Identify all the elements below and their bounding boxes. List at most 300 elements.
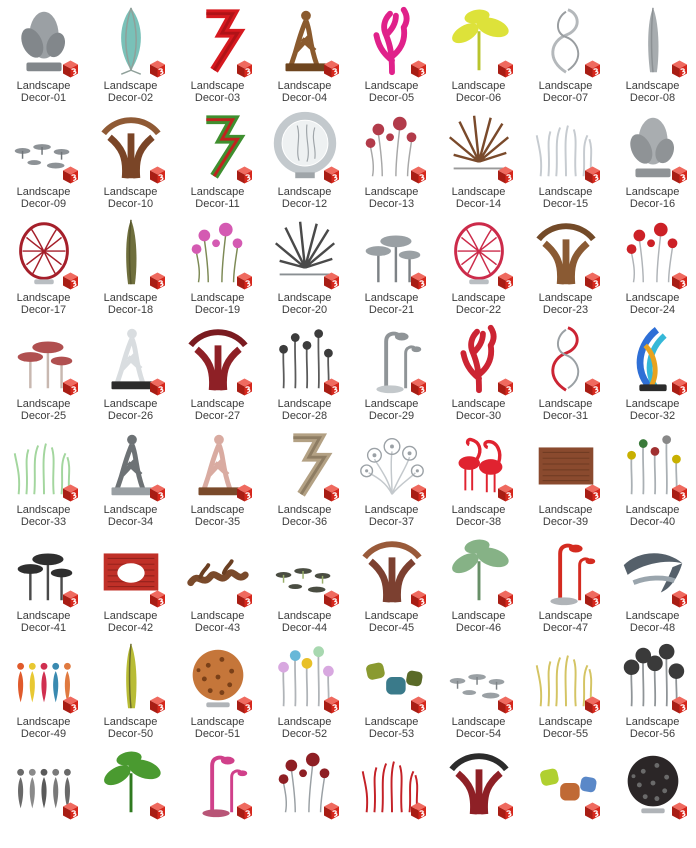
sketchup-badge-icon bbox=[60, 59, 81, 79]
sketchup-badge-icon bbox=[234, 59, 255, 79]
file-item[interactable] bbox=[0, 318, 87, 424]
file-label-line1: Landscape bbox=[451, 398, 506, 410]
model-thumbnail bbox=[348, 106, 435, 186]
model-thumbnail bbox=[87, 636, 174, 716]
file-item[interactable] bbox=[435, 742, 522, 848]
file-item[interactable] bbox=[348, 742, 435, 848]
file-label bbox=[87, 505, 174, 528]
sketchup-badge-icon bbox=[408, 59, 429, 79]
file-item[interactable] bbox=[435, 106, 522, 212]
model-thumbnail bbox=[435, 0, 522, 80]
file-label-line2: Decor-25 bbox=[20, 409, 67, 422]
file-label bbox=[348, 717, 435, 740]
file-label-line2: Decor-10 bbox=[107, 197, 154, 210]
file-label-line1: Landscape bbox=[16, 186, 71, 198]
file-label bbox=[435, 293, 522, 316]
file-label bbox=[174, 187, 261, 210]
file-item[interactable] bbox=[348, 212, 435, 318]
file-label bbox=[261, 81, 348, 104]
sketchup-badge-icon bbox=[321, 589, 342, 609]
file-label bbox=[348, 505, 435, 528]
file-label-line1: Landscape bbox=[103, 398, 158, 410]
file-label-line2: Decor-50 bbox=[107, 727, 154, 740]
model-thumbnail bbox=[87, 424, 174, 504]
file-label bbox=[435, 717, 522, 740]
file-label-line2: Decor-21 bbox=[368, 303, 415, 316]
sketchup-badge-icon bbox=[60, 377, 81, 397]
sketchup-badge-icon bbox=[60, 801, 81, 821]
file-label-line2: Decor-53 bbox=[368, 727, 415, 740]
model-thumbnail bbox=[87, 106, 174, 186]
sketchup-badge-icon bbox=[669, 801, 690, 821]
sketchup-badge-icon bbox=[495, 377, 516, 397]
file-label-line2: Decor-43 bbox=[194, 621, 241, 634]
file-item[interactable] bbox=[87, 212, 174, 318]
model-thumbnail bbox=[0, 424, 87, 504]
file-label-line2: Decor-32 bbox=[629, 409, 676, 422]
model-thumbnail bbox=[174, 636, 261, 716]
file-label bbox=[609, 399, 696, 422]
file-item[interactable] bbox=[174, 742, 261, 848]
file-label-line2: Decor-39 bbox=[542, 515, 589, 528]
file-label bbox=[435, 505, 522, 528]
model-thumbnail bbox=[174, 318, 261, 398]
model-thumbnail bbox=[261, 212, 348, 292]
model-thumbnail bbox=[87, 0, 174, 80]
model-thumbnail bbox=[87, 212, 174, 292]
file-label-line2: Decor-03 bbox=[194, 91, 241, 104]
file-label bbox=[522, 717, 609, 740]
file-item[interactable] bbox=[435, 530, 522, 636]
file-label bbox=[0, 187, 87, 210]
file-label-line2: Decor-29 bbox=[368, 409, 415, 422]
file-label-line1: Landscape bbox=[538, 504, 593, 516]
model-thumbnail bbox=[261, 424, 348, 504]
file-label-line2: Decor-19 bbox=[194, 303, 241, 316]
sketchup-badge-icon bbox=[669, 377, 690, 397]
sketchup-badge-icon bbox=[60, 165, 81, 185]
file-item[interactable] bbox=[609, 636, 696, 742]
file-label bbox=[0, 293, 87, 316]
file-label bbox=[87, 399, 174, 422]
file-label-line1: Landscape bbox=[277, 80, 332, 92]
file-label bbox=[348, 81, 435, 104]
file-label-line1: Landscape bbox=[190, 292, 245, 304]
file-item[interactable] bbox=[87, 636, 174, 742]
sketchup-badge-icon bbox=[234, 483, 255, 503]
file-item[interactable] bbox=[522, 318, 609, 424]
file-item[interactable] bbox=[609, 212, 696, 318]
file-label-line2: Decor-07 bbox=[542, 91, 589, 104]
sketchup-badge-icon bbox=[582, 377, 603, 397]
sketchup-badge-icon bbox=[669, 271, 690, 291]
model-thumbnail bbox=[348, 636, 435, 716]
file-label-line1: Landscape bbox=[625, 80, 680, 92]
model-thumbnail bbox=[174, 530, 261, 610]
sketchup-badge-icon bbox=[582, 695, 603, 715]
model-thumbnail bbox=[261, 530, 348, 610]
file-label-line1: Landscape bbox=[451, 504, 506, 516]
file-label-line1: Landscape bbox=[277, 292, 332, 304]
file-label bbox=[261, 611, 348, 634]
model-thumbnail bbox=[87, 318, 174, 398]
file-label bbox=[522, 611, 609, 634]
file-item[interactable] bbox=[609, 424, 696, 530]
file-label bbox=[87, 611, 174, 634]
sketchup-badge-icon bbox=[582, 483, 603, 503]
file-label-line2: Decor-05 bbox=[368, 91, 415, 104]
file-label bbox=[609, 505, 696, 528]
sketchup-badge-icon bbox=[234, 695, 255, 715]
file-item[interactable] bbox=[0, 742, 87, 848]
file-label-line2: Decor-04 bbox=[281, 91, 328, 104]
sketchup-badge-icon bbox=[582, 801, 603, 821]
model-thumbnail bbox=[87, 742, 174, 822]
file-item[interactable] bbox=[87, 530, 174, 636]
file-label-line1: Landscape bbox=[364, 80, 419, 92]
file-label bbox=[0, 717, 87, 740]
file-item[interactable] bbox=[522, 0, 609, 106]
file-item[interactable] bbox=[261, 742, 348, 848]
model-thumbnail bbox=[174, 0, 261, 80]
file-item[interactable] bbox=[261, 212, 348, 318]
model-thumbnail bbox=[348, 0, 435, 80]
file-label-line1: Landscape bbox=[364, 504, 419, 516]
file-item[interactable] bbox=[261, 636, 348, 742]
model-thumbnail bbox=[174, 106, 261, 186]
sketchup-badge-icon bbox=[495, 695, 516, 715]
model-thumbnail bbox=[522, 212, 609, 292]
file-item[interactable] bbox=[348, 318, 435, 424]
model-thumbnail bbox=[522, 318, 609, 398]
file-label-line2: Decor-51 bbox=[194, 727, 241, 740]
file-item[interactable] bbox=[435, 636, 522, 742]
file-item[interactable] bbox=[348, 636, 435, 742]
file-label-line2: Decor-49 bbox=[20, 727, 67, 740]
sketchup-badge-icon bbox=[408, 483, 429, 503]
file-item[interactable] bbox=[87, 318, 174, 424]
sketchup-badge-icon bbox=[234, 165, 255, 185]
file-label-line2: Decor-17 bbox=[20, 303, 67, 316]
sketchup-badge-icon bbox=[495, 483, 516, 503]
file-item[interactable] bbox=[0, 212, 87, 318]
model-thumbnail bbox=[0, 0, 87, 80]
file-item[interactable] bbox=[261, 530, 348, 636]
sketchup-badge-icon bbox=[408, 271, 429, 291]
file-label bbox=[435, 81, 522, 104]
file-label-line2: Decor-54 bbox=[455, 727, 502, 740]
file-item[interactable] bbox=[435, 0, 522, 106]
file-label-line2: Decor-28 bbox=[281, 409, 328, 422]
sketchup-badge-icon bbox=[582, 59, 603, 79]
file-label-line2: Decor-38 bbox=[455, 515, 502, 528]
file-item[interactable] bbox=[261, 0, 348, 106]
file-item[interactable] bbox=[261, 424, 348, 530]
file-item[interactable] bbox=[87, 424, 174, 530]
model-thumbnail bbox=[348, 530, 435, 610]
file-label-line2: Decor-13 bbox=[368, 197, 415, 210]
file-item[interactable] bbox=[522, 106, 609, 212]
model-thumbnail bbox=[435, 212, 522, 292]
file-label-line2: Decor-37 bbox=[368, 515, 415, 528]
file-label-line2: Decor-20 bbox=[281, 303, 328, 316]
file-label-line2: Decor-35 bbox=[194, 515, 241, 528]
file-item[interactable] bbox=[87, 0, 174, 106]
file-item[interactable] bbox=[174, 530, 261, 636]
sketchup-badge-icon bbox=[147, 801, 168, 821]
model-thumbnail bbox=[0, 318, 87, 398]
model-thumbnail bbox=[435, 318, 522, 398]
file-label-line2: Decor-14 bbox=[455, 197, 502, 210]
file-label-line1: Landscape bbox=[538, 610, 593, 622]
file-label bbox=[522, 505, 609, 528]
model-thumbnail bbox=[174, 212, 261, 292]
file-label-line2: Decor-34 bbox=[107, 515, 154, 528]
model-thumbnail bbox=[609, 636, 696, 716]
file-label-line2: Decor-31 bbox=[542, 409, 589, 422]
model-thumbnail bbox=[435, 636, 522, 716]
file-label-line1: Landscape bbox=[103, 186, 158, 198]
sketchup-badge-icon bbox=[234, 271, 255, 291]
file-label-line2: Decor-02 bbox=[107, 91, 154, 104]
model-thumbnail bbox=[522, 0, 609, 80]
file-label bbox=[261, 187, 348, 210]
file-label-line1: Landscape bbox=[190, 186, 245, 198]
sketchup-badge-icon bbox=[495, 801, 516, 821]
file-label-line1: Landscape bbox=[364, 610, 419, 622]
file-label-line2: Decor-47 bbox=[542, 621, 589, 634]
file-label-line1: Landscape bbox=[364, 186, 419, 198]
sketchup-badge-icon bbox=[147, 271, 168, 291]
model-thumbnail bbox=[261, 106, 348, 186]
file-item[interactable] bbox=[609, 106, 696, 212]
file-label-line1: Landscape bbox=[190, 504, 245, 516]
sketchup-badge-icon bbox=[495, 271, 516, 291]
file-label-line1: Landscape bbox=[625, 292, 680, 304]
file-label-line1: Landscape bbox=[451, 292, 506, 304]
file-label-line1: Landscape bbox=[103, 80, 158, 92]
file-label-line2: Decor-44 bbox=[281, 621, 328, 634]
file-item[interactable] bbox=[261, 106, 348, 212]
model-thumbnail bbox=[348, 212, 435, 292]
file-label-line1: Landscape bbox=[277, 398, 332, 410]
file-label-line2: Decor-33 bbox=[20, 515, 67, 528]
file-label-line1: Landscape bbox=[538, 186, 593, 198]
sketchup-badge-icon bbox=[234, 589, 255, 609]
file-item[interactable] bbox=[348, 106, 435, 212]
file-label-line2: Decor-01 bbox=[20, 91, 67, 104]
file-item[interactable] bbox=[0, 106, 87, 212]
file-label-line2: Decor-27 bbox=[194, 409, 241, 422]
sketchup-badge-icon bbox=[147, 589, 168, 609]
file-item[interactable] bbox=[609, 742, 696, 848]
model-thumbnail bbox=[435, 106, 522, 186]
file-label-line1: Landscape bbox=[16, 504, 71, 516]
file-item[interactable] bbox=[174, 424, 261, 530]
file-item[interactable] bbox=[174, 106, 261, 212]
file-label bbox=[348, 611, 435, 634]
file-item[interactable] bbox=[348, 0, 435, 106]
file-label-line2: Decor-26 bbox=[107, 409, 154, 422]
sketchup-badge-icon bbox=[321, 377, 342, 397]
file-item[interactable] bbox=[609, 530, 696, 636]
sketchup-badge-icon bbox=[495, 589, 516, 609]
file-label-line1: Landscape bbox=[625, 504, 680, 516]
file-label-line1: Landscape bbox=[277, 504, 332, 516]
sketchup-badge-icon bbox=[495, 165, 516, 185]
model-thumbnail bbox=[261, 0, 348, 80]
file-label-line2: Decor-09 bbox=[20, 197, 67, 210]
model-thumbnail bbox=[609, 106, 696, 186]
model-thumbnail bbox=[609, 0, 696, 80]
file-label-line1: Landscape bbox=[103, 292, 158, 304]
file-label bbox=[174, 399, 261, 422]
file-label-line1: Landscape bbox=[625, 610, 680, 622]
file-label-line1: Landscape bbox=[16, 80, 71, 92]
file-label bbox=[87, 187, 174, 210]
model-thumbnail bbox=[609, 530, 696, 610]
file-label-line1: Landscape bbox=[103, 716, 158, 728]
file-item[interactable] bbox=[0, 0, 87, 106]
file-item[interactable] bbox=[87, 106, 174, 212]
file-label-line1: Landscape bbox=[364, 716, 419, 728]
file-item[interactable] bbox=[348, 424, 435, 530]
sketchup-badge-icon bbox=[234, 801, 255, 821]
model-thumbnail bbox=[609, 424, 696, 504]
file-label bbox=[174, 81, 261, 104]
model-thumbnail bbox=[0, 106, 87, 186]
file-label-line2: Decor-11 bbox=[195, 197, 240, 210]
file-label-line2: Decor-12 bbox=[281, 197, 328, 210]
file-label bbox=[174, 611, 261, 634]
file-label-line2: Decor-48 bbox=[629, 621, 676, 634]
sketchup-badge-icon bbox=[321, 483, 342, 503]
model-thumbnail bbox=[261, 742, 348, 822]
model-thumbnail bbox=[0, 212, 87, 292]
sketchup-badge-icon bbox=[321, 59, 342, 79]
file-label bbox=[0, 81, 87, 104]
file-label-line1: Landscape bbox=[277, 610, 332, 622]
file-item[interactable] bbox=[435, 212, 522, 318]
file-label-line2: Decor-24 bbox=[629, 303, 676, 316]
sketchup-badge-icon bbox=[408, 695, 429, 715]
file-label-line1: Landscape bbox=[190, 716, 245, 728]
file-item[interactable] bbox=[0, 424, 87, 530]
file-item[interactable] bbox=[435, 424, 522, 530]
file-item[interactable] bbox=[0, 530, 87, 636]
sketchup-badge-icon bbox=[408, 377, 429, 397]
file-item[interactable] bbox=[174, 0, 261, 106]
file-label-line2: Decor-15 bbox=[542, 197, 589, 210]
sketchup-badge-icon bbox=[408, 165, 429, 185]
sketchup-badge-icon bbox=[147, 59, 168, 79]
file-label-line1: Landscape bbox=[277, 716, 332, 728]
sketchup-badge-icon bbox=[408, 589, 429, 609]
file-label-line1: Landscape bbox=[625, 186, 680, 198]
sketchup-badge-icon bbox=[321, 271, 342, 291]
file-label-line2: Decor-30 bbox=[455, 409, 502, 422]
file-label-line2: Decor-52 bbox=[281, 727, 328, 740]
model-thumbnail bbox=[435, 530, 522, 610]
file-label-line2: Decor-36 bbox=[281, 515, 328, 528]
model-thumbnail bbox=[522, 106, 609, 186]
file-label-line1: Landscape bbox=[451, 610, 506, 622]
file-label-line1: Landscape bbox=[16, 398, 71, 410]
file-item[interactable] bbox=[522, 636, 609, 742]
file-label bbox=[0, 611, 87, 634]
file-item[interactable] bbox=[174, 636, 261, 742]
file-label-line2: Decor-46 bbox=[455, 621, 502, 634]
model-thumbnail bbox=[0, 636, 87, 716]
file-item[interactable] bbox=[174, 318, 261, 424]
file-item[interactable] bbox=[174, 212, 261, 318]
sketchup-badge-icon bbox=[147, 483, 168, 503]
file-label-line2: Decor-40 bbox=[629, 515, 676, 528]
model-thumbnail bbox=[609, 742, 696, 822]
model-thumbnail bbox=[522, 636, 609, 716]
file-label bbox=[522, 187, 609, 210]
file-label bbox=[174, 717, 261, 740]
file-label bbox=[435, 611, 522, 634]
file-item[interactable] bbox=[609, 318, 696, 424]
file-label-line1: Landscape bbox=[451, 186, 506, 198]
file-label bbox=[609, 293, 696, 316]
sketchup-badge-icon bbox=[669, 589, 690, 609]
sketchup-badge-icon bbox=[60, 483, 81, 503]
file-label-line1: Landscape bbox=[16, 610, 71, 622]
file-label bbox=[0, 505, 87, 528]
file-item[interactable] bbox=[522, 742, 609, 848]
file-label-line2: Decor-16 bbox=[629, 197, 676, 210]
file-item[interactable] bbox=[522, 530, 609, 636]
file-label-line1: Landscape bbox=[538, 80, 593, 92]
file-label-line1: Landscape bbox=[16, 716, 71, 728]
model-thumbnail bbox=[435, 742, 522, 822]
file-label bbox=[609, 717, 696, 740]
file-label-line2: Decor-18 bbox=[107, 303, 154, 316]
sketchup-badge-icon bbox=[321, 695, 342, 715]
file-label bbox=[87, 81, 174, 104]
file-label-line1: Landscape bbox=[451, 716, 506, 728]
file-label-line1: Landscape bbox=[190, 610, 245, 622]
sketchup-badge-icon bbox=[669, 695, 690, 715]
model-thumbnail bbox=[609, 318, 696, 398]
file-label-line1: Landscape bbox=[190, 80, 245, 92]
file-label bbox=[348, 293, 435, 316]
file-label-line1: Landscape bbox=[16, 292, 71, 304]
file-item[interactable] bbox=[522, 424, 609, 530]
file-label-line1: Landscape bbox=[103, 610, 158, 622]
model-thumbnail bbox=[348, 318, 435, 398]
sketchup-badge-icon bbox=[147, 695, 168, 715]
file-item[interactable] bbox=[522, 212, 609, 318]
file-item[interactable] bbox=[87, 742, 174, 848]
file-item[interactable] bbox=[0, 636, 87, 742]
file-item[interactable] bbox=[348, 530, 435, 636]
model-thumbnail bbox=[348, 742, 435, 822]
file-item[interactable] bbox=[261, 318, 348, 424]
file-label bbox=[87, 717, 174, 740]
file-item[interactable] bbox=[435, 318, 522, 424]
file-label-line1: Landscape bbox=[103, 504, 158, 516]
file-label-line2: Decor-23 bbox=[542, 303, 589, 316]
file-item[interactable] bbox=[609, 0, 696, 106]
file-label-line1: Landscape bbox=[277, 186, 332, 198]
file-label-line1: Landscape bbox=[364, 398, 419, 410]
file-label-line2: Decor-08 bbox=[629, 91, 676, 104]
file-label-line1: Landscape bbox=[625, 398, 680, 410]
file-label bbox=[348, 399, 435, 422]
